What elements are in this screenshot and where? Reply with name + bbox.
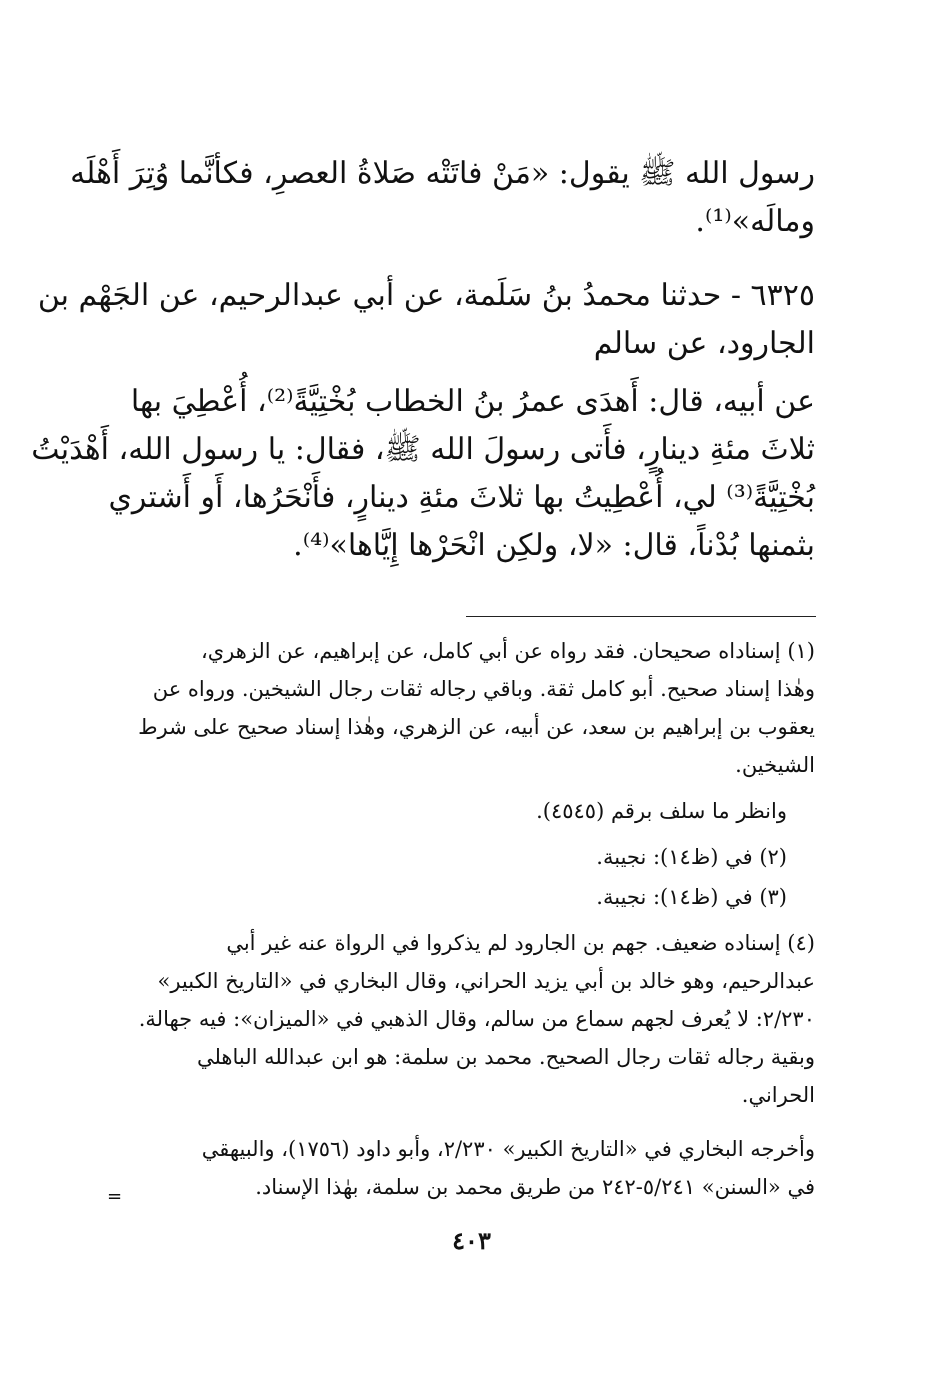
text-line: رسول الله ﷺ يقول: «مَنْ فاتَتْه صَلاةُ العصرِ، فكأنَّما وُتِرَ أَهْلَه bbox=[70, 156, 815, 191]
text-line: الجارود، عن سالم bbox=[593, 326, 815, 361]
hadith-6325-matn bbox=[31, 378, 815, 570]
footnote-line: (٤) إسناده ضعيف. جهم بن الجارود لم يذكروا في الرواة عنه غير أبي bbox=[226, 931, 815, 955]
footnote-1 bbox=[115, 632, 815, 784]
footnote-line: الشيخين. bbox=[735, 753, 815, 777]
text-line: ومالَه»⁽¹⁾. bbox=[695, 204, 815, 239]
footnote-line: وانظر ما سلف برقم (٤٥٤٥). bbox=[536, 799, 787, 823]
footnote-3 bbox=[115, 878, 815, 916]
footnote-line: (١) إسناداه صحيحان. فقد رواه عن أبي كامل، عن إبراهيم، عن الزهري، bbox=[200, 639, 815, 663]
footnote-separator bbox=[466, 616, 816, 617]
footnote-line: وهٰذا إسناد صحيح. أبو كامل ثقة. وباقي رجاله ثقات رجال الشيخين. ورواه عن bbox=[152, 677, 815, 701]
continuation-mark: = bbox=[107, 1186, 123, 1207]
footnote-1-extra bbox=[115, 792, 815, 830]
hadith-text-continuation bbox=[70, 150, 815, 246]
text-line: بثمنها بُدْناً، قال: «لا، ولكِن انْحَرْها إِيَّاها»⁽⁴⁾. bbox=[293, 528, 815, 563]
footnote-line: وبقية رجاله ثقات رجال الصحيح. محمد بن سلمة: هو ابن عبدالله الباهلي bbox=[196, 1045, 815, 1069]
footnote-line: (٢) في (ظ١٤): نجيبة. bbox=[596, 845, 787, 869]
footnote-line: ٢/٢٣٠: لا يُعرف لجهم سماع من سالم، وقال الذهبي في «الميزان»: فيه جهالة. bbox=[138, 1007, 815, 1031]
footnote-line: يعقوب بن إبراهيم بن سعد، عن أبيه، عن الزهري، وهٰذا إسناد صحيح على شرط bbox=[138, 715, 815, 739]
text-line: بُخْتِيَّةً⁽³⁾ لي، أُعْطِيتُ بها ثلاثَ مئةِ دينارٍ، فأَنْحَرُها، أَو أَشتري bbox=[108, 480, 815, 515]
footnote-2 bbox=[115, 838, 815, 876]
footnote-line: في «السنن» ٥/٢٤١-٢٤٢ من طريق محمد بن سلمة، بهٰذا الإسناد. bbox=[255, 1175, 815, 1199]
text-line: ثلاثَ مئةِ دينارٍ، فأَتى رسولَ الله ﷺ، فقال: يا رسول الله، أَهْدَيْتُ bbox=[31, 432, 815, 467]
hadith-6325-isnad bbox=[37, 272, 815, 368]
text-line: ٦٣٢٥ - حدثنا محمدُ بنُ سَلَمة، عن أبي عبدالرحيم، عن الجَهْم بن bbox=[37, 278, 815, 313]
footnote-line: عبدالرحيم، وهو خالد بن أبي يزيد الحراني، وقال البخاري في «التاريخ الكبير» bbox=[157, 969, 815, 993]
footnote-4-extra bbox=[115, 1130, 815, 1206]
footnote-line: (٣) في (ظ١٤): نجيبة. bbox=[596, 885, 787, 909]
text-line: عن أبيه، قال: أَهدَى عمرُ بنُ الخطاب بُخْتِيَّةً⁽²⁾، أُعْطِيَ بها bbox=[130, 384, 815, 419]
footnote-line: وأخرجه البخاري في «التاريخ الكبير» ٢/٢٣٠، وأبو داود (١٧٥٦)، والبيهقي bbox=[201, 1137, 815, 1161]
footnote-line: الحراني. bbox=[741, 1083, 815, 1107]
footnote-4 bbox=[115, 924, 815, 1114]
page-number: ٤٠٣ bbox=[452, 1226, 491, 1255]
